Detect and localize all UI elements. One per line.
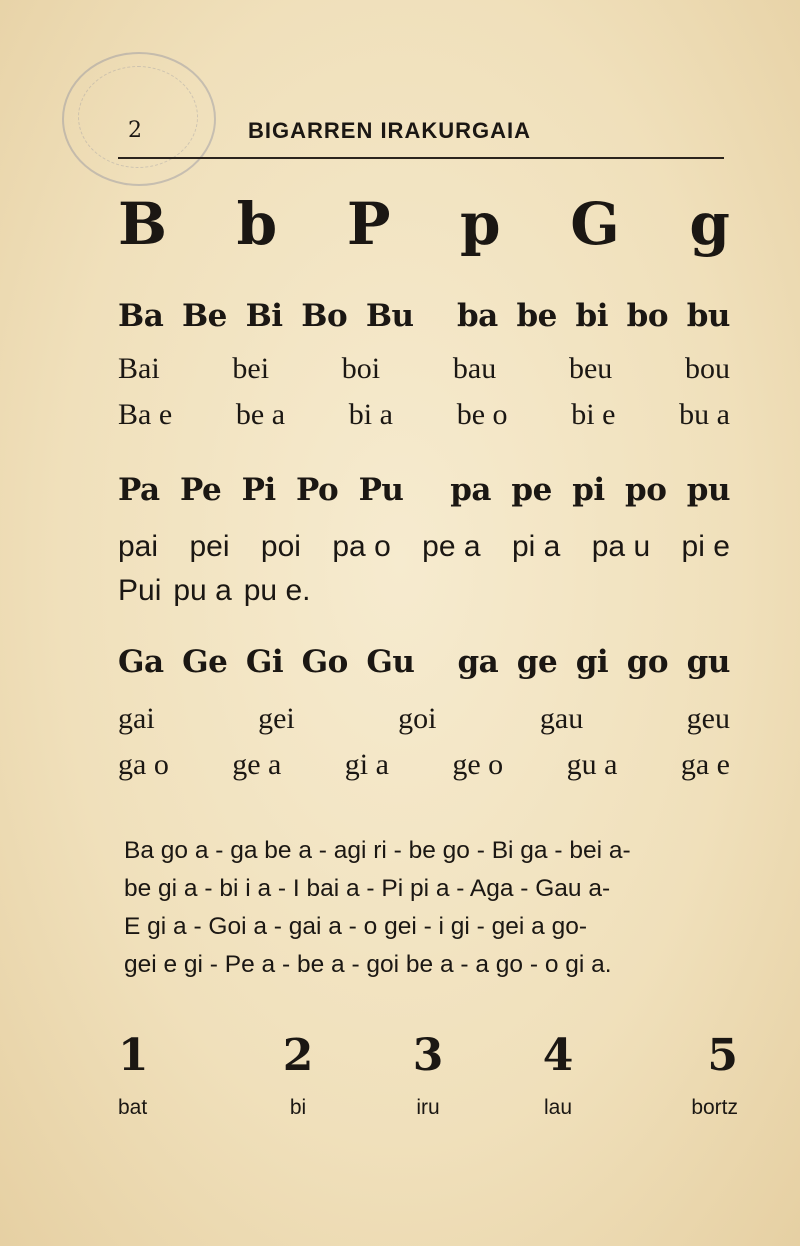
word: gai [118,702,155,735]
word: Pui [118,574,162,607]
paragraph-line: be gi a - bi i a - I bai a - Pi pi a - Aga - Gau a- [124,875,611,902]
syllable: pe [511,472,552,508]
word: pi e [681,530,730,563]
number-item [118,1030,218,1130]
number-item [248,1030,348,1130]
syllable: pu [686,472,730,508]
syllable: Ba [118,298,164,334]
library-stamp-inner-ring [78,66,198,168]
syllable: gu [686,644,730,680]
header-rule [118,157,724,159]
word: ge a [232,748,282,781]
word: poi [260,530,301,563]
syllable: Ga [118,644,164,680]
word: be o [456,398,508,431]
syllable: ga [457,644,499,680]
word-line [118,352,730,386]
syllable-row-b [118,298,730,334]
syllable: Pa [118,472,160,508]
syllable: bu [686,298,730,334]
syllable: po [625,472,667,508]
word-line [118,398,730,432]
big-letter: P [346,190,391,258]
word: bou [685,352,730,385]
big-letter: g [689,190,730,258]
word-line [118,574,730,608]
big-letters-row [118,190,730,270]
word: pu a [173,574,232,607]
syllable: Bi [245,298,283,334]
word: pa o [332,530,391,563]
word: gi a [344,748,389,781]
word: ga o [118,748,169,781]
syllable: ba [456,298,498,334]
word-line [118,530,730,564]
word: ga e [680,748,730,781]
number-digit: 5 [707,1030,738,1081]
syllable: Bu [365,298,414,334]
paragraph-line: gei e gi - Pe a - be a - goi be a - a go - o gi a. [124,951,612,978]
word: pa u [591,530,651,563]
word: Ba e [118,398,173,431]
word: beu [568,352,613,385]
word: geu [686,702,730,735]
syllable-row-g [118,644,730,680]
page-number: 2 [128,118,142,143]
number-item [508,1030,608,1130]
number-word: lau [543,1096,573,1119]
syllable: pi [572,472,605,508]
syllable: bi [575,298,608,334]
syllable: Pi [241,472,276,508]
word: pi a [511,530,561,563]
paragraph-line: Ba go a - ga be a - agi ri - be go - Bi ga - bei a- [124,837,631,864]
word: bi e [571,398,616,431]
big-letter: p [460,190,501,258]
number-digit: 4 [542,1030,574,1081]
syllable: Po [296,472,339,508]
number-row [118,1030,738,1130]
big-letter: b [236,190,278,258]
word: gu a [566,748,618,781]
word: gau [539,702,584,735]
word: gei [258,702,295,735]
number-digit: 2 [282,1030,314,1081]
word: pe a [422,530,481,563]
word-line [118,748,730,782]
syllable: go [626,644,669,680]
number-item [638,1030,738,1130]
number-digit: 1 [118,1030,149,1081]
word: ge o [452,748,504,781]
number-word: bi [289,1096,307,1119]
word: bu a [679,398,730,431]
word: pu e. [243,574,311,607]
syllable: Bo [301,298,348,334]
number-word: bat [118,1096,148,1119]
word: bau [452,352,497,385]
paragraph-line: E gi a - Goi a - gai a - o gei - i gi - gei a go- [124,913,587,940]
number-digit: 3 [412,1030,444,1081]
syllable: ge [516,644,558,680]
reading-paragraph [124,832,740,984]
number-item [378,1030,478,1130]
word: boi [341,352,381,385]
number-word: iru [416,1096,440,1119]
word: pai [118,530,159,563]
syllable: Be [181,298,227,334]
word: pei [189,530,230,563]
running-title: BIGARREN IRAKURGAIA [248,118,531,143]
syllable: Gu [366,644,415,680]
word: bei [232,352,270,385]
big-letter: B [118,190,168,258]
syllable: pa [450,472,491,508]
syllable-row-p [118,472,730,508]
syllable: Go [301,644,348,680]
word: goi [398,702,437,735]
syllable: be [516,298,557,334]
big-letter: G [570,190,620,258]
syllable: Ge [182,644,228,680]
syllable: Pu [358,472,404,508]
syllable: bo [626,298,669,334]
word: Bai [118,352,160,385]
word-line [118,702,730,736]
word: be a [235,398,286,431]
number-word: bortz [691,1096,738,1119]
word: bi a [348,398,393,431]
syllable: Pe [179,472,222,508]
syllable: Gi [245,644,284,680]
syllable: gi [575,644,609,680]
